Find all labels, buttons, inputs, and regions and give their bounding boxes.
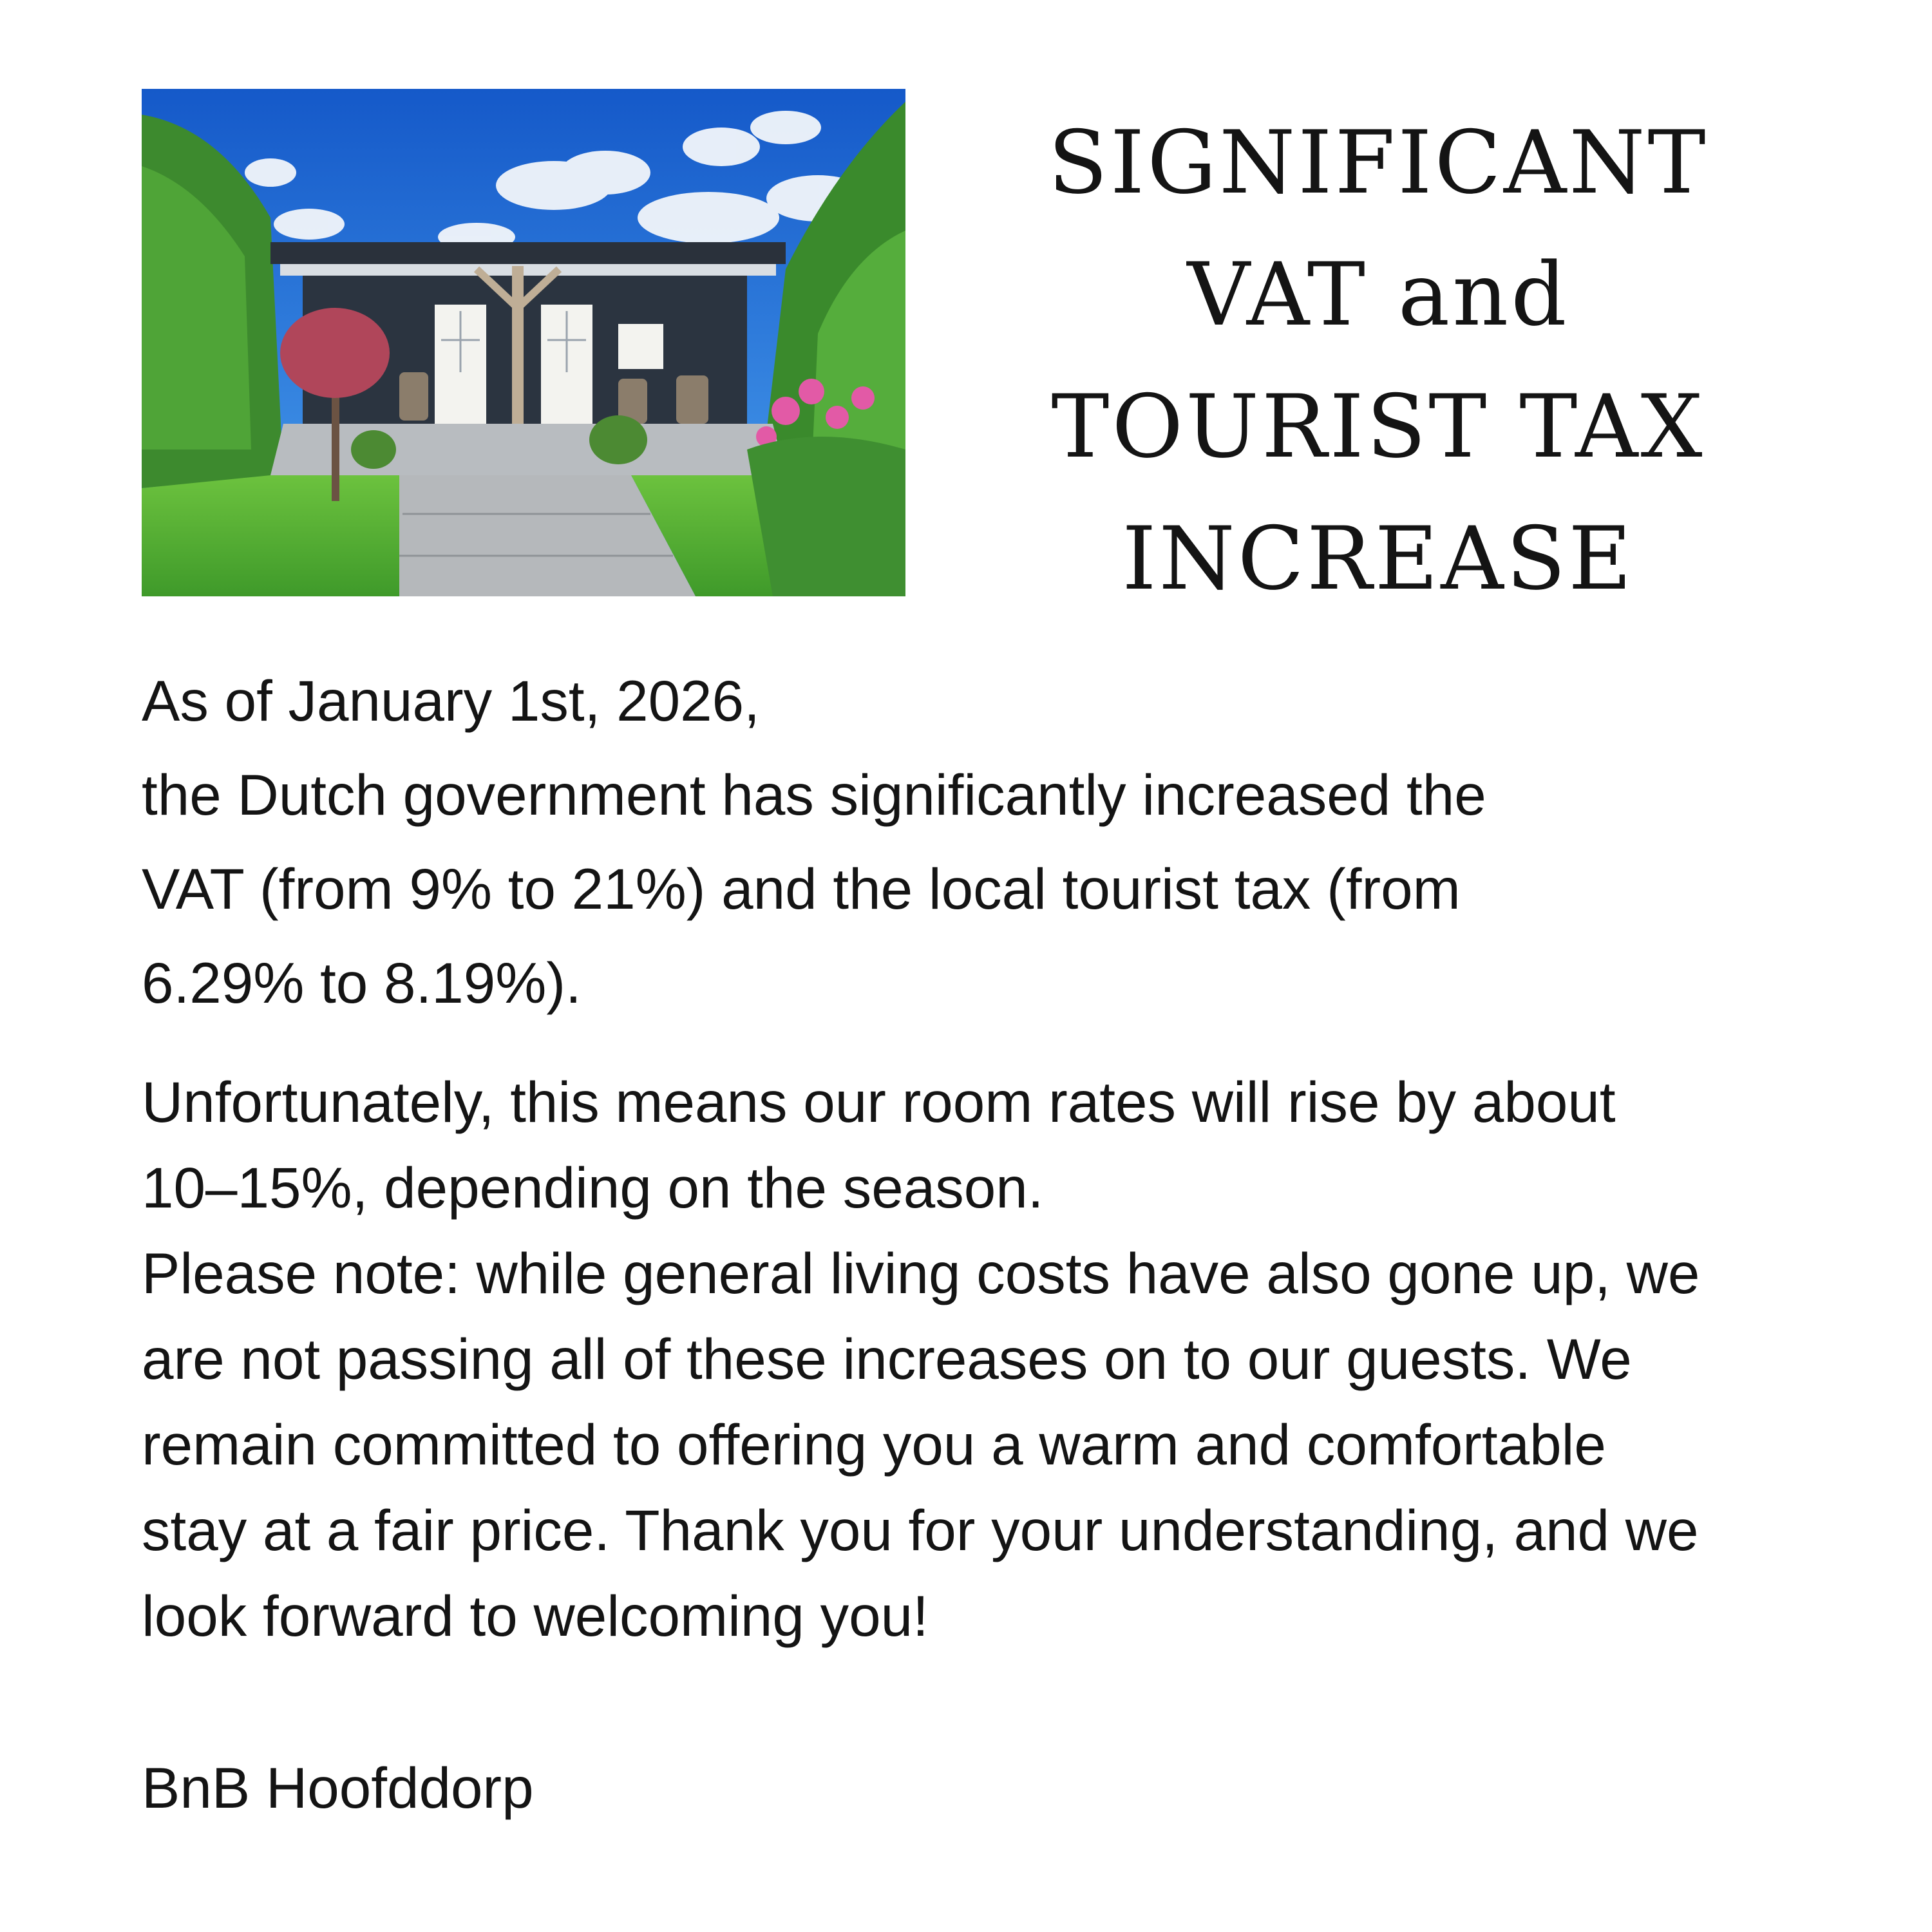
headline-line: INCREASE xyxy=(1122,508,1634,609)
paragraph-line: As of January 1st, 2026, xyxy=(142,668,760,733)
announcement-paragraph xyxy=(142,654,1829,1030)
paragraph-line: are not passing all of these increases on to our guests. We xyxy=(142,1327,1632,1391)
paragraph-line: remain committed to offering you a warm and comfortable xyxy=(142,1412,1606,1477)
garden-house-photo xyxy=(142,89,905,596)
headline-line: VAT and xyxy=(1187,244,1569,345)
paragraph-line: the Dutch government has significantly increased the xyxy=(142,762,1486,827)
signature: BnB Hoofddorp xyxy=(142,1756,534,1820)
paragraph-line: stay at a fair price. Thank you for your understanding, and we xyxy=(142,1498,1699,1562)
garden-house-illustration xyxy=(142,89,905,596)
paragraph-line: 10–15%, depending on the season. xyxy=(142,1155,1044,1220)
paragraph-line: look forward to welcoming you! xyxy=(142,1584,929,1648)
paragraph-line: 6.29% to 8.19%). xyxy=(142,951,582,1015)
paragraph-line: Please note: while general living costs have also gone up, we xyxy=(142,1241,1700,1305)
headline-line: TOURIST TAX xyxy=(1051,376,1705,477)
rate-notice-paragraph xyxy=(142,1059,1829,1659)
headline xyxy=(953,97,1803,625)
headline-line: SIGNIFICANT xyxy=(1048,112,1709,213)
paragraph-line: Unfortunately, this means our room rates will rise by about xyxy=(142,1070,1616,1134)
paragraph-line: VAT (from 9% to 21%) and the local tourist tax (from xyxy=(142,857,1461,921)
